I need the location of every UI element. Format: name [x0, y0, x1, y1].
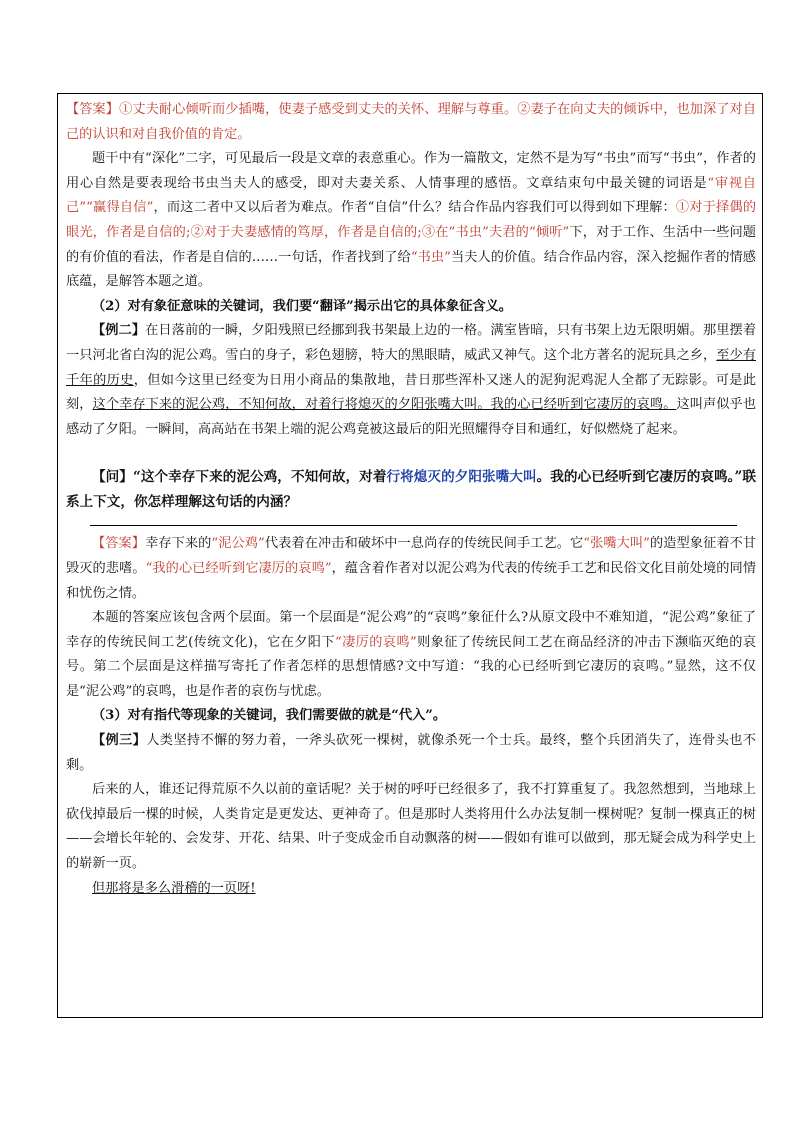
- question-text: 。我的心已经听到它凄厉的哀鸣。”联系上下文，你怎样理解这句话的内涵？: [66, 469, 756, 511]
- example-underlined-text: 至少有千年的历史: [66, 347, 757, 388]
- analysis-keyword: “审视自己”“赢得自信”: [66, 175, 756, 216]
- analysis-text: 题干中有“深化”二字，可见最后一段是文章的表意重心。作为一篇散文，定然不是为写“书虫”而写“书虫”，作者的用心自然是要表现给书虫当夫人的感受，即对夫妻关系、人情事理的感悟。文章结束句中最关键的词语是: [66, 151, 756, 191]
- example-label: 【例三】: [92, 733, 147, 749]
- question-text: “这个幸存下来的泥公鸡，不知何故，对着: [132, 469, 387, 486]
- answer-keyword: “我的心已经听到它凄厉的哀鸣”: [145, 560, 332, 576]
- example-three-paragraph-2: 后来的人，谁还记得荒原不久以前的童话呢？关于树的呼吁已经很多了，我不打算重复了。我忽然想到，当地球上砍伐掉最后一棵的时候，人类肯定是更发达、更神奇了。但是那时人类将用什么办法复制一棵树呢？复制一棵真正的树——会增长年轮的、会发芽、开花、结果、叶子变成金币自动飘落的树——假如有谁可以做到，那无疑会成为科学史上的崭新一页。: [66, 782, 756, 872]
- question-label: 【问】: [92, 469, 133, 486]
- analysis-keyword: “凄厉的哀鸣”: [334, 634, 417, 650]
- analysis-keyword: ①对于择偶的眼光，作者是自信的;②对于夫妻感情的笃厚，作者是自信的;③在“书虫”夫君的“倾听”: [66, 200, 757, 240]
- answer-paragraph-2: [66, 532, 756, 606]
- answer-point-2: ②妻子在向丈夫的倾诉中，也加深了对自己的认识和对自我价值的肯定。: [66, 102, 757, 142]
- example-text: ，但如今这里已经变为日用小商品的集散地，昔日那些浑朴又迷人的泥狗泥鸡泥人全都了无踪影。可是此刻，: [66, 372, 757, 413]
- answer-label: 【答案】: [66, 102, 120, 117]
- answer-line: [90, 525, 737, 526]
- analysis-text: 当夫人的价值。结合作品内容，深入挖掘作者的情感底蕴，是解答本题之道。: [66, 249, 756, 290]
- question-paragraph: [66, 465, 756, 515]
- analysis-text: 本题的答案应该包含两个层面。第一个层面是“泥公鸡”的“哀鸣”象征什么?从原文段中不难知道，“泥公鸡”象征了幸存的传统民间工艺(传统文化)，它在夕阳下: [66, 610, 756, 650]
- analysis-text: ，而这二者中又以后者为难点。作者“自信”什么？结合作品内容我们可以得到如下理解：: [153, 200, 676, 216]
- answer-text: 幸存下来的: [145, 536, 212, 552]
- answer-point-1: ①丈夫耐心倾听而少插嘴，使妻子感受到丈夫的关怀、理解与尊重。: [119, 102, 518, 117]
- analysis-text: 下，对于工作、生活中一些问题的有价值的看法，作者是自信的……一句话，作者找到了给: [66, 224, 756, 265]
- example-three-paragraph-1: [66, 729, 756, 778]
- example-underlined-text: 这个幸存下来的泥公鸡，不知何故，对着行将熄灭的夕阳张嘴大叫。我的心已经听到它凄厉的哀鸣。: [92, 397, 677, 413]
- analysis-text: 则象征了传统民间工艺在商品经济的冲击下濒临灭绝的哀号。第二个层面是这样描写寄托了作者怎样的思想情感?文中写道：“我的心已经听到它凄厉的哀鸣。”显然，这不仅是“泥公鸡”的哀鸣，也是作者的哀伤与忧虑。: [66, 634, 757, 699]
- example-text: 这叫声似乎也感动了夕阳。一瞬间，高高站在书架上端的泥公鸡竟被这最后的阳光照耀得夺目和通红，好似燃烧了起来。: [66, 397, 757, 437]
- answer-keyword: “泥公鸡”: [211, 536, 265, 552]
- analysis-keyword: “书虫”: [410, 249, 451, 265]
- example-text: 在日落前的一瞬，夕阳残照已经挪到我书架最上边的一格。满室皆暗，只有书架上边无限明媚。那里摆着一只河北省白沟的泥公鸡。雪白的身子，彩色翅膀，特大的黑眼睛，威武又神气。这个北方著名的泥玩具之乡，: [66, 323, 757, 363]
- example-label: 【例二】: [92, 323, 146, 339]
- example-underlined-text: 但那将是多么滑稽的一页呀!: [92, 880, 256, 896]
- answer-text: ，蕴含着作者对以泥公鸡为代表的传统手工艺和民俗文化目前处境的同情和忧伤之情。: [66, 560, 757, 601]
- answer-paragraph-1: [66, 98, 756, 147]
- question-highlight: 行将熄灭的夕阳张嘴大叫: [386, 469, 537, 486]
- section-heading-2: （2）对有象征意味的关键词，我们要“翻译”揭示出它的具体象征含义。: [92, 298, 512, 314]
- answer-text: 代表着在冲击和破坏中一息尚存的传统民间手工艺。它: [264, 536, 584, 552]
- example-text: 人类坚持不懈的努力着，一斧头砍死一棵树，就像杀死一个士兵。最终，整个兵团消失了，连骨头也不剩。: [66, 733, 756, 773]
- document-body: [66, 98, 756, 901]
- answer-label: 【答案】: [92, 536, 146, 552]
- example-two-paragraph: [66, 319, 756, 442]
- example-three-paragraph-3: [66, 877, 756, 902]
- section-heading-3: （3）对有指代等现象的关键词，我们需要做的就是“代入”。: [92, 708, 447, 724]
- answer-text: 的造型象征着不甘毁灭的悲嗜。: [66, 536, 757, 576]
- analysis-paragraph-2: [66, 606, 756, 704]
- analysis-paragraph-1: [66, 147, 756, 295]
- answer-keyword: “张嘴大叫”: [583, 536, 650, 552]
